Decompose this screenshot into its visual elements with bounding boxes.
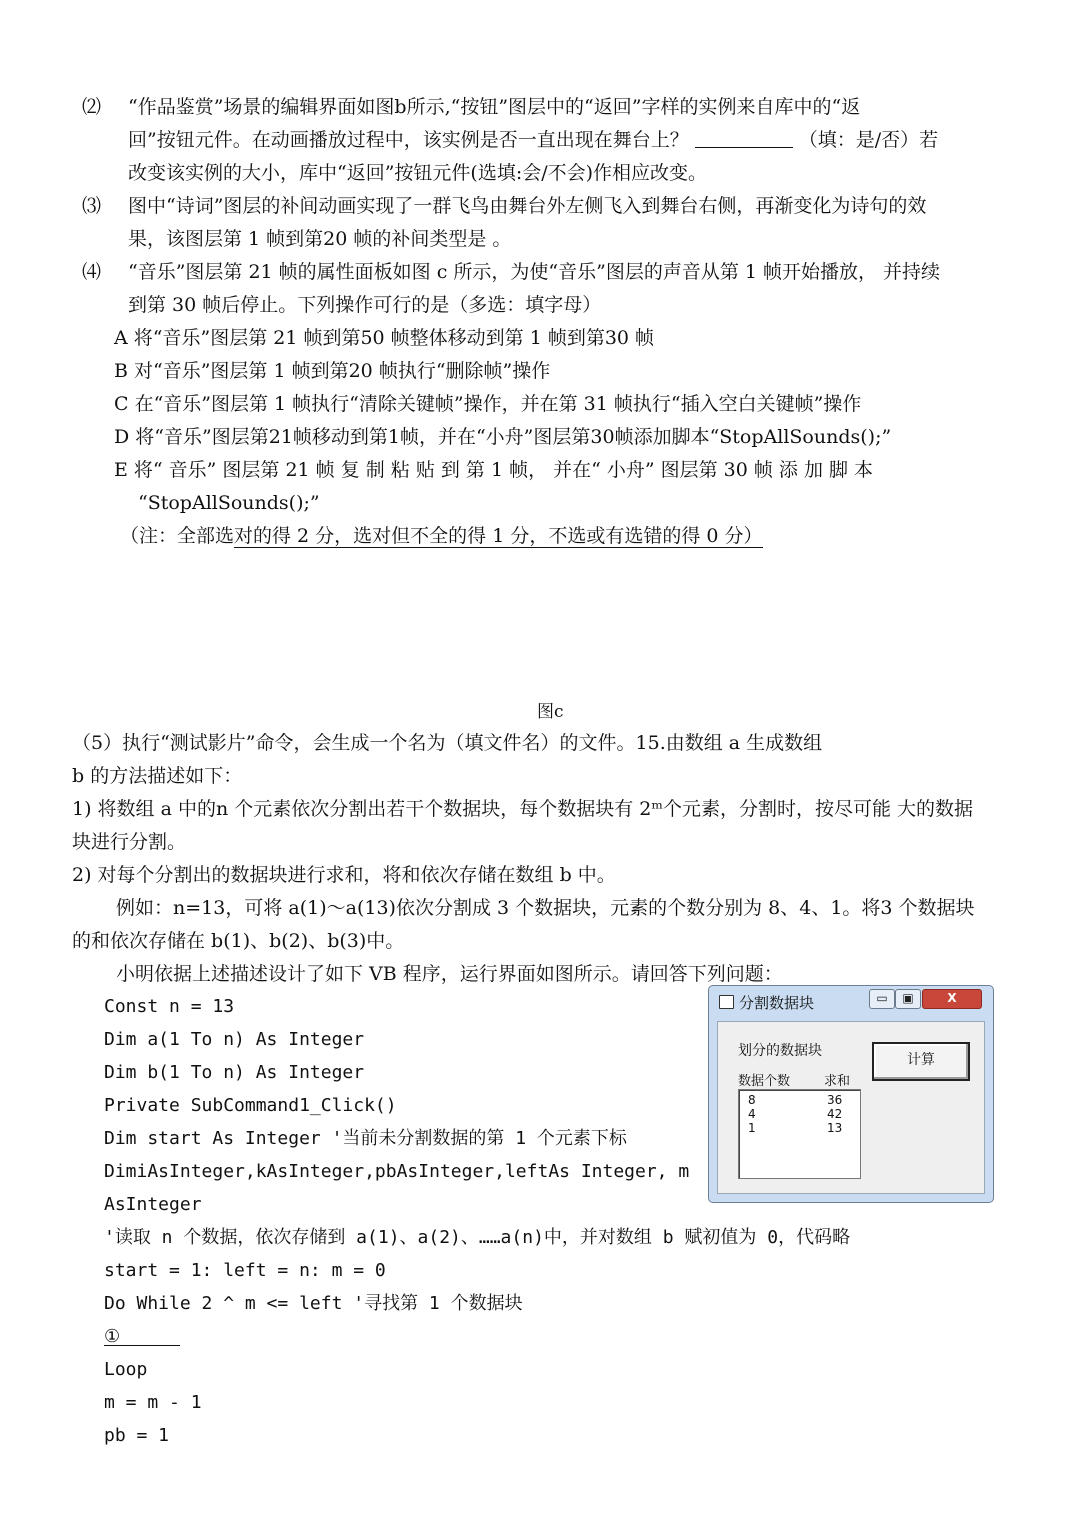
result-listbox[interactable] [738,1089,861,1179]
code-line: start = 1: left = n: m = 0 [104,1260,386,1281]
note-underlined: 对的得 2 分，选对但不全的得 1 分，不选或有选错的得 0 分） [234,525,763,547]
window-title-bar[interactable] [709,986,993,1016]
window-title: 分割数据块 [739,994,815,1012]
code-line: Private SubCommand1_Click() [104,1095,397,1116]
form-client-area [717,1021,985,1194]
q3-number: ⑶ [82,195,102,217]
q4-scoring-note [120,524,763,548]
form-icon [719,995,734,1009]
q15-step2: 2) 对每个分割出的数据块进行求和，将和依次存储在数组 b 中。 [72,864,616,886]
code-line: Loop [104,1359,148,1380]
count-column-header: 数据个数 [738,1074,791,1089]
q15-step1: 1) 将数组 a 中的n 个元素依次分割出若干个数据块，每个数据块有 2ᵐ个元素，分割时，按尽可能 大的数据 [72,798,974,820]
blocks-label: 划分的数据块 [738,1043,822,1059]
code-line: DimiAsInteger,kAsInteger,pbAsInteger,leftAs Integer, m [104,1161,690,1182]
code-line: Do While 2 ^ m <= left '寻找第 1 个数据块 [104,1293,523,1314]
q2-line1: “作品鉴赏”场景的编辑界面如图b所示,“按钮”图层中的“返回”字样的实例来自库中的“返 [128,96,861,118]
q15-example-cont: 的和依次存储在 b(1)、b(2)、b(3)中。 [72,930,405,952]
q4-option-a: A 将“音乐”图层第 21 帧到第50 帧整体移动到第 1 帧到第30 帧 [114,327,655,349]
q4-option-e: E 将“ 音乐” 图层第 21 帧 复 制 粘 贴 到 第 1 帧， 并在“ 小舟” 图层第 30 帧 添 加 脚 本 [114,459,874,481]
list-item-count: 4 [748,1107,756,1121]
answer-blank [695,129,793,148]
code-blank-1: ① [104,1325,180,1346]
q2-line3: 改变该实例的大小，库中“返回”按钮元件(选填:会/不会)作相应改变。 [128,162,708,184]
q3-line1: 图中“诗词”图层的补间动画实现了一群飞鸟由舞台外左侧飞入到舞台右侧，再渐变化为诗句的效 [128,195,927,217]
q4-line2: 到第 30 帧后停止。下列操作可行的是（多选：填字母） [128,294,602,316]
q2-line2 [128,128,938,152]
q15-intro: 小明依据上述描述设计了如下 VB 程序，运行界面如图所示。请回答下列问题： [116,963,783,985]
q15-step1-cont: 块进行分割。 [72,831,187,853]
code-line: m = m - 1 [104,1392,202,1413]
list-item-sum: 42 [827,1107,843,1121]
q4-option-e-cont: “StopAllSounds();” [138,492,320,514]
code-line: Dim b(1 To n) As Integer [104,1062,365,1083]
q2-line2-text: 回”按钮元件。在动画播放过程中，该实例是否一直出现在舞台上？ [128,129,689,151]
code-line: '读取 n 个数据，依次存储到 a(1)、a(2)、……a(n)中，并对数组 b 赋初值为 0，代码略 [104,1227,851,1248]
q15-example: 例如：n=13，可将 a(1)～a(13)依次分割成 3 个数据块，元素的个数分别为 8、4、1。将3 个数据块 [116,897,975,919]
code-line: pb = 1 [104,1425,170,1446]
q4-option-c: C 在“音乐”图层第 1 帧执行“清除关键帧”操作，并在第 31 帧执行“插入空白关键帧”操作 [114,393,862,415]
calculate-button[interactable]: 计算 [872,1042,970,1081]
list-item-count: 1 [748,1121,756,1135]
q4-option-b: B 对“音乐”图层第 1 帧到第20 帧执行“删除帧”操作 [114,360,551,382]
q4-option-d: D 将“音乐”图层第21帧移动到第1帧，并在“小舟”图层第30帧添加脚本“StopAllSounds();” [114,426,892,448]
q4-line1: “音乐”图层第 21 帧的属性面板如图 c 所示，为使“音乐”图层的声音从第 1 帧开始播放， 并持续 [128,261,941,283]
close-button[interactable]: X [922,989,982,1009]
maximize-button[interactable]: ▣ [895,989,921,1009]
sum-column-header: 求和 [824,1074,851,1089]
q15-line1: b 的方法描述如下： [72,765,243,787]
figure-c-label: 图c [537,702,564,722]
code-line: Dim start As Integer '当前未分割数据的第 1 个元素下标 [104,1128,627,1149]
q4-number: ⑷ [82,261,102,283]
list-item-count: 8 [748,1093,756,1107]
list-item-sum: 36 [827,1093,843,1107]
q5-text: （5）执行“测试影片”命令，会生成一个名为（填文件名）的文件。15.由数组 a 生成数组 [72,732,823,754]
q3-line2: 果，该图层第 1 帧到第20 帧的补间类型是 。 [128,228,512,250]
note-start: （注：全部选 [120,525,235,547]
minimize-button[interactable]: ▭ [869,989,895,1009]
code-line: Dim a(1 To n) As Integer [104,1029,365,1050]
vb-form-window [708,985,994,1203]
list-item-sum: 13 [827,1121,843,1135]
code-line: Const n = 13 [104,996,235,1017]
q2-line2-tail: （填：是/否）若 [798,129,939,151]
code-line: AsInteger [104,1194,202,1215]
q2-number: ⑵ [82,96,102,118]
